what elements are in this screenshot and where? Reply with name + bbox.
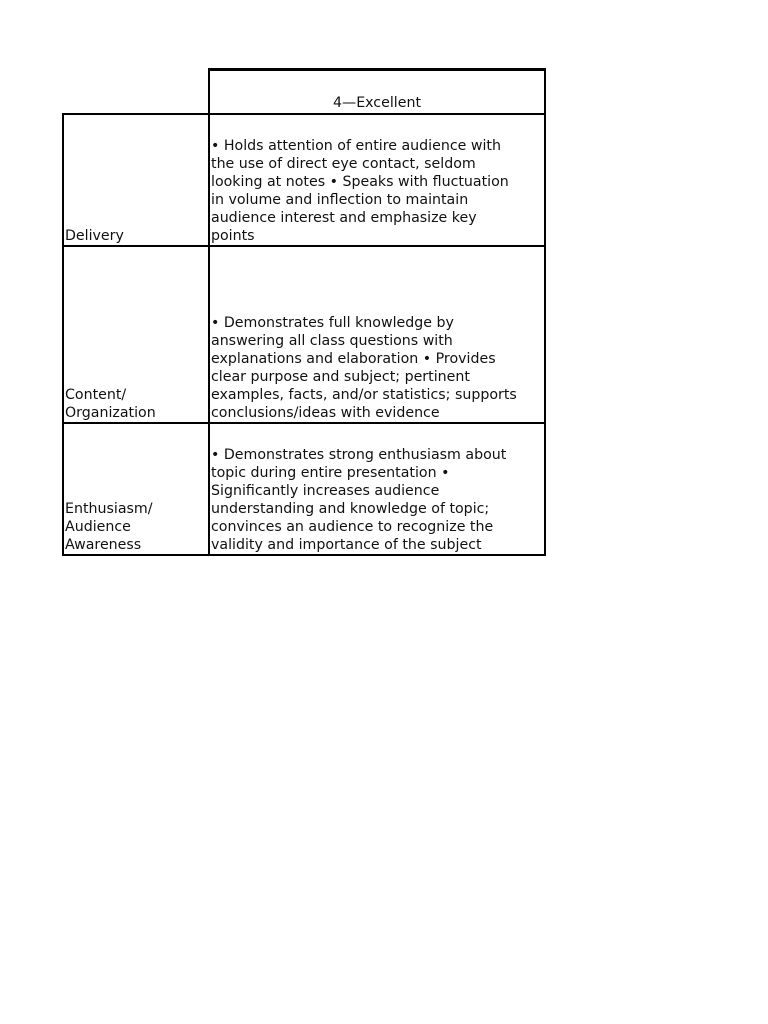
criterion-cell-delivery[interactable]: [63, 114, 209, 246]
table-border-row2-top: [62, 245, 546, 247]
criterion-cell-enthusiasm-audience-awareness[interactable]: [63, 423, 209, 555]
table-border-row3-top: [62, 422, 546, 424]
description-text: • Demonstrates full knowledge by answering all class questions with explanations and elaboration • Provides clear purpose and subject; pertinent examples, facts, and/or statistics; supports conclusions/ideas with evidence: [211, 315, 517, 421]
description-cell-enthusiasm-audience-awareness[interactable]: [209, 423, 545, 555]
criterion-cell-content-organization[interactable]: [63, 246, 209, 423]
description-text: • Demonstrates strong enthusiasm about topic during entire presentation • Significantly increases audience understanding and knowledge of topic; convinces an audience to recognize the validity and importance of the subject: [211, 447, 507, 553]
table-border-bottom: [62, 554, 546, 556]
header-level-label: 4—Excellent: [332, 95, 422, 111]
table-border-top: [208, 68, 546, 71]
table-border-right: [544, 68, 546, 556]
description-cell-delivery[interactable]: [209, 114, 545, 246]
criterion-label: Content/ Organization: [65, 387, 156, 421]
criterion-label: Enthusiasm/ Audience Awareness: [65, 501, 153, 553]
table-border-row1-top: [62, 113, 546, 115]
header-level-cell[interactable]: [209, 70, 545, 114]
description-cell-content-organization[interactable]: [209, 246, 545, 423]
description-text: • Holds attention of entire audience with the use of direct eye contact, seldom looking at notes • Speaks with fluctuation in volume and inflection to maintain audience interest and emphasize key points: [211, 138, 509, 244]
table-border-middle: [208, 68, 210, 556]
criterion-label: Delivery: [65, 228, 124, 244]
table-border-left: [62, 113, 64, 556]
